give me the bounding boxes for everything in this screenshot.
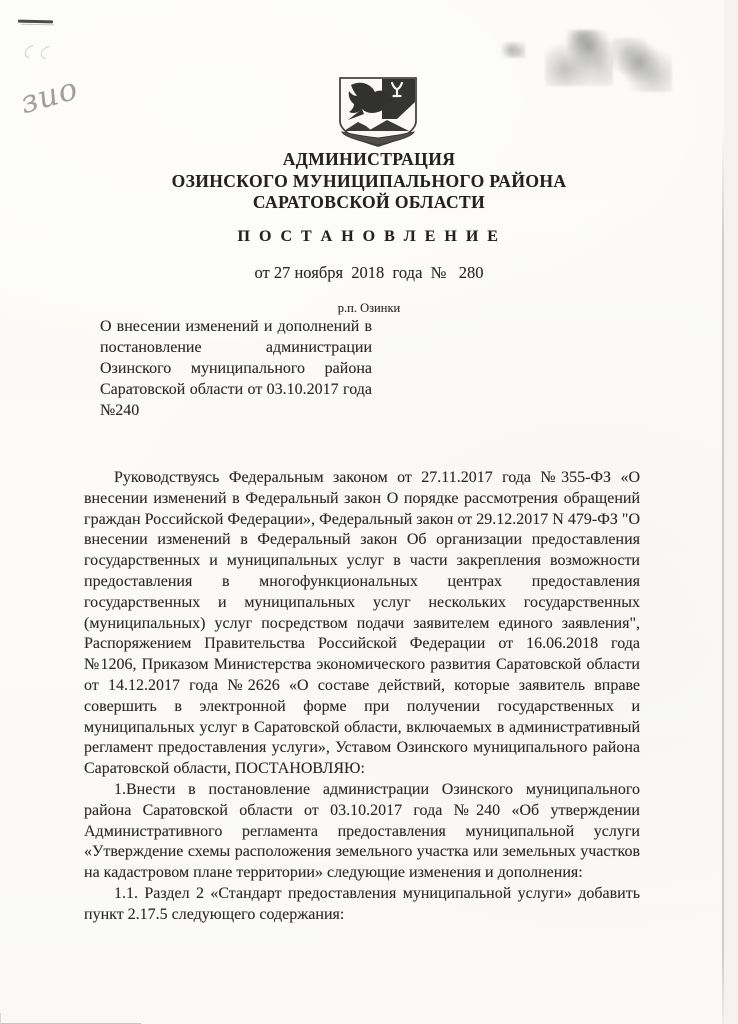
- scanner-edge-line: [722, 130, 724, 1024]
- pen-mark-artifact: [18, 20, 53, 24]
- paragraph-preamble: Руководствуясь Федеральным законом от 27.11.2017 года №355-ФЗ «О внесении изменений в Федеральный закон О порядке рассмотрения обращений граждан Российской Федерации», Федеральный закон от 29.12.2017 N 479-ФЗ "О внесении изменений в Федеральный закон Об организации предоставления государственных и муниципальных услуг в части закрепления возможности предоставления в многофункциональных центрах предоставления государственных и муниципальных услуг нескольких государственных (муниципальных) услуг посредством подачи заявителем единого заявления", Распоряжением Правительства Российской Федерации от 16.06.2018 года №1206, Приказом Министерства экономического развития Саратовской области от 14.12.2017 года №2626 «О составе действий, которые заявитель вправе совершить в электронной форме при получении государственных и муниципальных услуг в Саратовской области, включаемых в административный регламент предоставления услуги», Уставом Озинского муниципального района Саратовской области, ПОСТАНОВЛЯЮ:: [84, 469, 640, 778]
- subject-block: О внесении изменений и дополнений в постановление администрации Озинского муниципального района Саратовской области от 03.10.2017 года №240: [100, 318, 372, 419]
- scan-smudge-artifact: [501, 42, 525, 58]
- scan-smudge-artifact: [612, 38, 672, 92]
- pencil-arc-artifact: [22, 42, 41, 60]
- org-line-3: САРАТОВСКОЙ ОБЛАСТИ: [252, 192, 486, 212]
- document-type-title: П О С Т А Н О В Л Е Н И Е: [237, 228, 501, 245]
- coat-of-arms-svg: [333, 75, 423, 149]
- paragraph-item-1: 1.Внести в постановление администрации Озинского муниципального района Саратовской области от 03.10.2017 года №240 «Об утверждении Административного регламента предоставления муниципальной услуги «Утверждение схемы расположения земельного участка или земельных участков на кадастровом плане территории» следующие изменения и дополнения:: [84, 780, 640, 882]
- scanner-edge-strip: [724, 0, 738, 1024]
- scan-corner-artifact: [0, 1013, 141, 1024]
- place-line: р.п. Озинки: [337, 301, 401, 315]
- scan-smudge-artifact: [545, 30, 613, 86]
- paragraph-item-1-1: 1.1. Раздел 2 «Стандарт предоставления муниципальной услуги» добавить пункт 2.17.5 следующего содержания:: [84, 884, 640, 923]
- organization-name-block: [89, 149, 649, 214]
- org-line-2: ОЗИНСКОГО МУНИЦИПАЛЬНОГО РАЙОНА: [171, 170, 567, 191]
- pencil-arc-artifact: [38, 43, 57, 61]
- date-and-number-line: от 27 ноября 2018 года № 280: [254, 263, 484, 282]
- coat-of-arms-icon: [333, 75, 423, 149]
- body-text: [84, 468, 640, 926]
- handwritten-note: зио: [16, 70, 83, 122]
- org-line-1: АДМИНИСТРАЦИЯ: [282, 149, 456, 169]
